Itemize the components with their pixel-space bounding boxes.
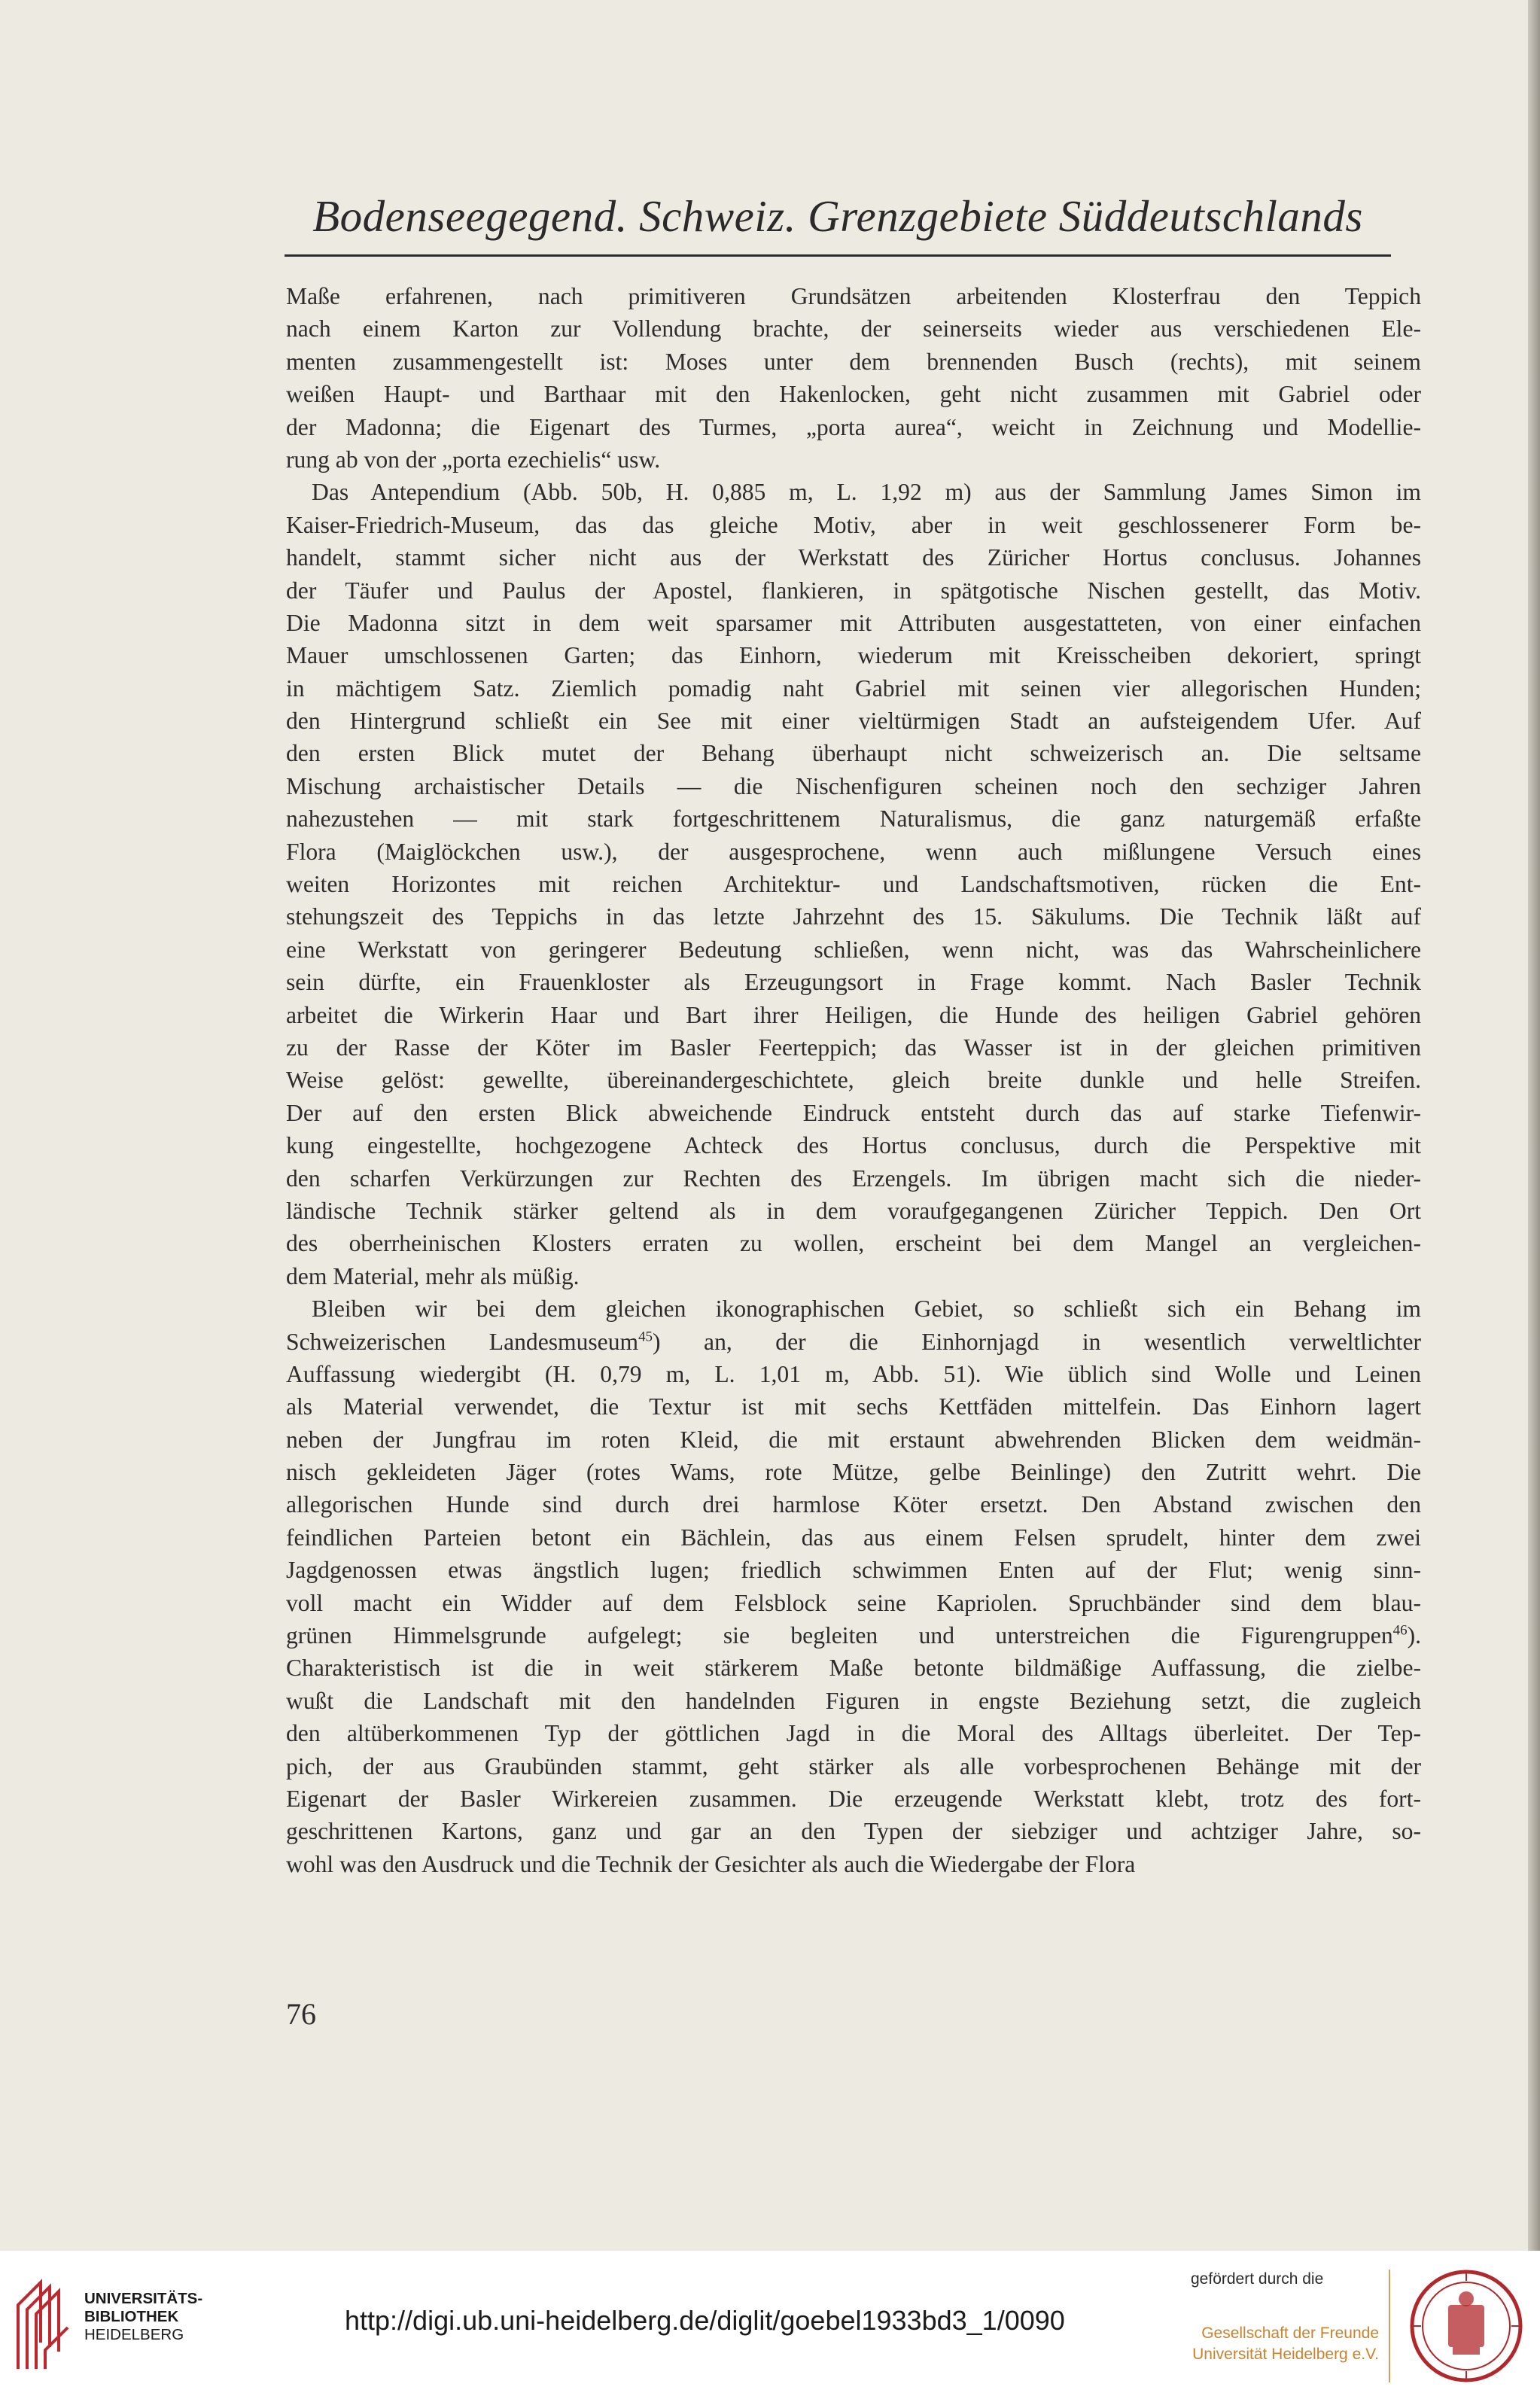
text-line [286, 509, 1421, 541]
text-line [286, 966, 1421, 998]
text-line-content: des oberrheinischen Klosters erraten zu wollen, erscheint bei dem Mangel an vergleichen- [286, 1230, 1421, 1257]
text-line [286, 1456, 1421, 1488]
text-line [286, 737, 1421, 769]
society-name-line1: Gesellschaft der Freunde [1201, 2324, 1379, 2342]
text-line-content: Mischung archaistischer Details — die Nischenfiguren scheinen noch den sechziger Jahren [286, 772, 1421, 799]
text-line-content: Der auf den ersten Blick abweichende Eindruck entsteht durch das auf starke Tiefenwir- [286, 1099, 1421, 1126]
text-line-continuation: ) an, der die Einhornjagd in wesentlich verweltlichter [653, 1328, 1421, 1355]
text-line [286, 1783, 1421, 1815]
text-line-content: wußt die Landschaft mit den handelnden Figuren in engste Beziehung setzt, die zugleich [286, 1687, 1421, 1714]
ub-heidelberg-logo-icon[interactable] [11, 2275, 71, 2373]
text-line-content: Mauer umschlossenen Garten; das Einhorn, wiederum mit Kreisscheiben dekoriert, springt [286, 642, 1421, 669]
footer-divider [1389, 2270, 1390, 2382]
text-line [286, 1554, 1421, 1586]
text-line [286, 1064, 1421, 1096]
library-name [84, 2290, 202, 2344]
text-line [286, 541, 1421, 574]
header-rule [285, 254, 1391, 257]
text-line [286, 1587, 1421, 1619]
running-head: Bodenseegegend. Schweiz. Grenzgebiete Süddeutschlands [312, 191, 1363, 241]
text-line [286, 868, 1421, 900]
text-line [286, 476, 1421, 508]
text-line [286, 1129, 1421, 1161]
text-line-content: den altüberkommenen Typ der göttlichen Jagd in die Moral des Alltags überleitet. Der Tep- [286, 1720, 1421, 1747]
text-line-content: als Material verwendet, die Textur ist mit sechs Kettfäden mittelfein. Das Einhorn lagert [286, 1393, 1421, 1420]
text-line-content: Flora (Maiglöckchen usw.), der ausgesprochene, wenn auch mißlungene Versuch eines [286, 838, 1421, 865]
text-line [286, 1423, 1421, 1456]
text-line-content: Auffassung wiedergibt (H. 0,79 m, L. 1,01 m, Abb. 51). Wie üblich sind Wolle und Leinen [286, 1360, 1421, 1387]
page-edge [1528, 0, 1540, 2251]
text-line [286, 1097, 1421, 1129]
text-line-content: neben der Jungfrau im roten Kleid, die mit erstaunt abwehrenden Blicken dem weidmän- [286, 1426, 1421, 1453]
text-line-content: Eigenart der Basler Wirkereien zusammen. Die erzeugende Werkstatt klebt, trotz des fort- [286, 1785, 1421, 1812]
text-line-content: nahezustehen — mit stark fortgeschrittenem Naturalismus, die ganz naturgemäß erfaßte [286, 805, 1421, 833]
text-line-content: Charakteristisch ist die in weit stärkerem Maße betonte bildmäßige Auffassung, die zielbe- [286, 1655, 1421, 1682]
text-line-content: den scharfen Verkürzungen zur Rechten des Erzengels. Im übrigen macht sich die nieder- [286, 1165, 1421, 1192]
text-line [286, 378, 1421, 410]
text-line [286, 836, 1421, 868]
text-line-content: Das Antependium (Abb. 50b, H. 0,885 m, L. 1,92 m) aus der Sammlung James Simon im [312, 479, 1421, 506]
text-line [286, 1390, 1421, 1423]
text-line [286, 802, 1421, 835]
text-line [286, 1260, 1421, 1292]
text-line [286, 900, 1421, 933]
text-line [286, 1162, 1421, 1195]
text-line [286, 443, 1421, 476]
text-line-content: feindlichen Parteien betont ein Bächlein, das aus einem Felsen sprudelt, hinter dem zwei [286, 1524, 1421, 1551]
text-line-content: zu der Rasse der Köter im Basler Feerteppich; das Wasser ist in der gleichen primitiven [286, 1034, 1421, 1061]
text-line-content: dem Material, mehr als müßig. [286, 1262, 580, 1289]
text-line-content: geschrittenen Kartons, ganz und gar an den Typen der siebziger und achtziger Jahre, so- [286, 1818, 1421, 1845]
text-line-content: pich, der aus Graubünden stammt, geht stärker als alle vorbesprochenen Behänge mit der [286, 1752, 1421, 1780]
text-line [286, 346, 1421, 378]
text-line [286, 1652, 1421, 1684]
library-name-line1: UNIVERSITÄTS- [84, 2290, 203, 2307]
text-line [286, 770, 1421, 802]
text-line-content: Bleiben wir bei dem gleichen ikonographischen Gebiet, so schließt sich ein Behang im [312, 1295, 1421, 1323]
text-line-content: nisch gekleideten Jäger (rotes Wams, rote Mütze, gelbe Beinlinge) den Zutritt wehrt. Die [286, 1459, 1421, 1486]
text-line-content: der Madonna; die Eigenart des Turmes, „porta aurea“, weicht in Zeichnung und Modellie- [286, 413, 1421, 440]
text-line [286, 1717, 1421, 1749]
text-line-content: Kaiser-Friedrich-Museum, das das gleiche Motiv, aber in weit geschlossenerer Form be- [286, 511, 1421, 538]
text-line [286, 1031, 1421, 1064]
text-line-content: Jagdgenossen etwas ängstlich lugen; friedlich schwimmen Enten auf der Flut; wenig sinn- [286, 1557, 1421, 1584]
text-line [286, 1488, 1421, 1521]
text-line-content: arbeitet die Wirkerin Haar und Bart ihrer Heiligen, die Hunde des heiligen Gabriel gehören [286, 1001, 1421, 1028]
university-seal-icon [1406, 2266, 1526, 2386]
text-line [286, 1815, 1421, 1847]
text-line-content: in mächtigem Satz. Ziemlich pomadig naht Gabriel mit seinen vier allegorischen Hunden; [286, 674, 1421, 702]
text-line [286, 607, 1421, 639]
footnote-ref[interactable]: 45 [638, 1328, 653, 1344]
text-line-content: Maße erfahrenen, nach primitiveren Grundsätzen arbeitenden Klosterfrau den Teppich [286, 283, 1421, 309]
text-line-content: der Täufer und Paulus der Apostel, flankieren, in spätgotische Nischen gestellt, das Motiv. [286, 577, 1421, 604]
text-line [286, 574, 1421, 607]
permalink-url[interactable]: http://digi.ub.uni-heidelberg.de/diglit/goebel1933bd3_1/0090 [345, 2305, 1065, 2336]
text-line [286, 1521, 1421, 1554]
text-line [286, 672, 1421, 705]
text-line-content: sein dürfte, ein Frauenkloster als Erzeugungsort in Frage kommt. Nach Basler Technik [286, 969, 1421, 996]
text-line [286, 411, 1421, 443]
text-line-content: weiten Horizontes mit reichen Architektur- und Landschaftsmotiven, rücken die Ent- [286, 871, 1421, 898]
text-line-content: handelt, stammt sicher nicht aus der Werkstatt des Züricher Hortus conclusus. Johannes [286, 544, 1421, 571]
text-line-content: nach einem Karton zur Vollendung brachte, der seinerseits wieder aus verschiedenen Ele- [286, 315, 1421, 343]
text-line [286, 1685, 1421, 1717]
text-line-content: ländische Technik stärker geltend als in dem voraufgegangenen Züricher Teppich. Den Ort [286, 1197, 1421, 1224]
text-line [286, 1195, 1421, 1227]
text-line-content: grünen Himmelsgrunde aufgelegt; sie begleiten und unterstreichen die Figurengruppen [286, 1622, 1393, 1649]
text-line [286, 639, 1421, 671]
text-line-content: den Hintergrund schließt ein See mit einer vieltürmigen Stadt an aufsteigendem Ufer. Auf [286, 708, 1421, 735]
text-line-content: rung ab von der „porta ezechielis“ usw. [286, 446, 661, 473]
text-line [286, 1750, 1421, 1783]
society-name-line2: Universität Heidelberg e.V. [1192, 2346, 1379, 2363]
text-line-content: eine Werkstatt von geringerer Bedeutung schließen, wenn nicht, was das Wahrscheinlichere [286, 936, 1421, 963]
text-line-content: weißen Haupt- und Barthaar mit den Hakenlocken, geht nicht zusammen mit Gabriel oder [286, 381, 1421, 408]
text-line-continuation: ). [1407, 1622, 1421, 1649]
page-number: 76 [286, 1997, 316, 2031]
text-line-content: wohl was den Ausdruck und die Technik der Gesichter als auch die Wiedergabe der Flora [286, 1850, 1136, 1877]
footnote-ref[interactable]: 46 [1392, 1622, 1408, 1639]
body-text [286, 280, 1421, 1880]
text-line-content: Weise gelöst: gewellte, übereinandergeschichtete, gleich breite dunkle und helle Streifen. [286, 1067, 1421, 1094]
library-name-line3: HEIDELBERG [84, 2326, 184, 2343]
text-line-content: Schweizerischen Landesmuseum [286, 1328, 639, 1355]
text-line-content: stehungszeit des Teppichs in das letzte Jahrzehnt des 15. Säkulums. Die Technik läßt auf [286, 903, 1421, 930]
funded-by-label: gefördert durch die [1191, 2270, 1324, 2288]
text-line-content: allegorischen Hunde sind durch drei harmlose Köter ersetzt. Den Abstand zwischen den [286, 1491, 1421, 1518]
text-line [286, 1227, 1421, 1259]
text-line-content: menten zusammengestellt ist: Moses unter dem brennenden Busch (rechts), mit seinem [286, 348, 1421, 375]
text-line [286, 1848, 1421, 1880]
text-line [286, 312, 1421, 345]
text-line [286, 999, 1421, 1031]
society-name[interactable] [1182, 2323, 1379, 2365]
library-name-line2: BIBLIOTHEK [84, 2308, 179, 2325]
text-line [286, 1358, 1421, 1390]
text-line [286, 1326, 1421, 1358]
text-line-content: den ersten Blick mutet der Behang überhaupt nicht schweizerisch an. Die seltsame [286, 740, 1421, 767]
text-line [286, 933, 1421, 966]
text-line [286, 1619, 1421, 1652]
text-line [286, 280, 1421, 312]
text-line-content: Die Madonna sitzt in dem weit sparsamer mit Attributen ausgestatteten, von einer einfachen [286, 609, 1421, 636]
text-line-content: kung eingestellte, hochgezogene Achteck des Hortus conclusus, durch die Perspektive mit [286, 1132, 1421, 1159]
text-line-content: voll macht ein Widder auf dem Felsblock seine Kapriolen. Spruchbänder sind dem blau- [286, 1589, 1421, 1616]
text-line [286, 705, 1421, 737]
text-line [286, 1292, 1421, 1325]
